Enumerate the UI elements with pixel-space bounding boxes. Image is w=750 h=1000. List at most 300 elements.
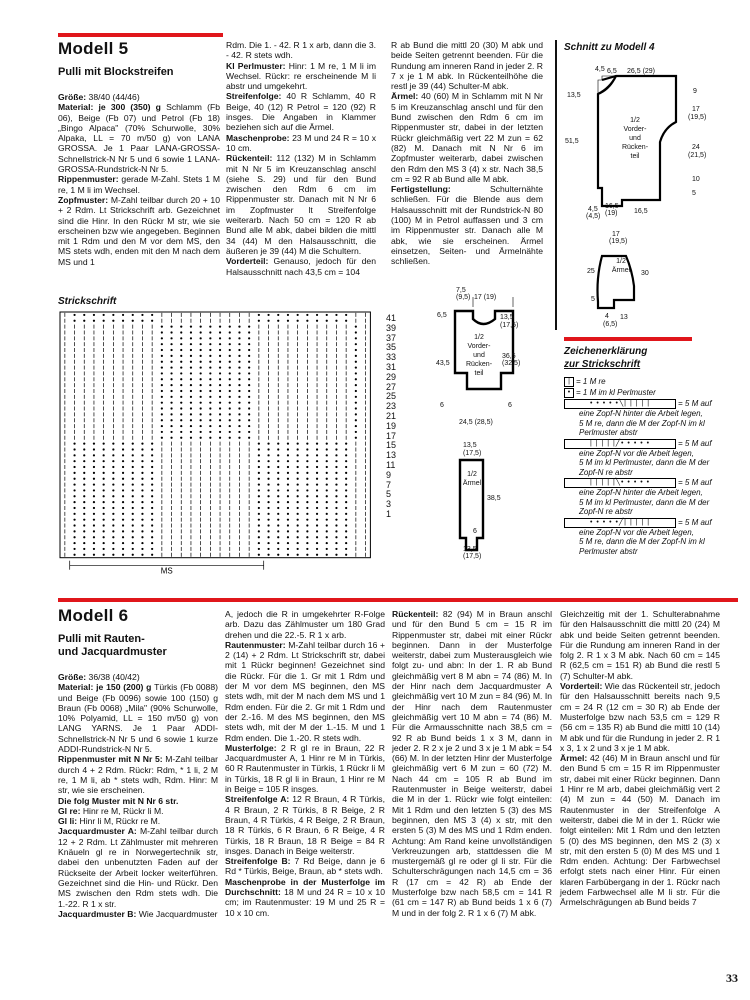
seed-stitch-mark [132,524,134,526]
seed-stitch-mark [141,495,143,497]
seed-stitch-mark [209,419,211,421]
seed-stitch-mark [170,431,172,433]
seed-stitch-mark [190,326,192,328]
seed-stitch-mark [170,390,172,392]
seed-stitch-mark [335,466,337,468]
seed-stitch-mark [248,413,250,415]
seed-stitch-mark [297,513,299,515]
sleeve4-label-2: (19,5) [609,238,628,245]
seed-stitch-mark [180,378,182,380]
seed-stitch-mark [355,378,357,380]
seed-stitch-mark [83,320,85,322]
seed-stitch-mark [287,507,289,509]
seed-stitch-mark [122,466,124,468]
seed-stitch-mark [112,460,114,462]
seed-stitch-mark [180,407,182,409]
seed-stitch-mark [180,413,182,415]
seed-stitch-mark [287,542,289,544]
seed-stitch-mark [103,478,105,480]
seed-stitch-mark [258,320,260,322]
seed-stitch-mark [355,337,357,339]
legend-seed-text: = 1 M im kl Perlmuster [576,388,656,398]
seed-stitch-mark [258,507,260,509]
seed-stitch-mark [287,454,289,456]
seed-stitch-mark [161,366,163,368]
seed-stitch-mark [73,466,75,468]
seed-stitch-mark [161,349,163,351]
seed-stitch-mark [297,548,299,550]
seed-stitch-mark [93,524,95,526]
seed-stitch-mark [200,431,202,433]
front-label-3: 26,5 (29) [627,68,656,75]
seed-stitch-mark [306,454,308,456]
seed-stitch-mark [277,542,279,544]
front-label-15: 16,5 [605,203,619,210]
seed-stitch-mark [267,454,269,456]
seed-stitch-mark [200,366,202,368]
seed-stitch-mark [326,489,328,491]
row-number: 35 [386,342,397,353]
strickschrift-title: Strickschrift [58,296,117,307]
seed-stitch-mark [93,320,95,322]
seed-stitch-mark [287,501,289,503]
seed-stitch-mark [161,384,163,386]
seed-stitch-mark [161,437,163,439]
row-number: 17 [386,430,397,441]
seed-stitch-mark [355,407,357,409]
seed-stitch-mark [219,390,221,392]
seed-stitch-mark [306,513,308,515]
seed-stitch-mark [238,378,240,380]
seed-stitch-mark [73,448,75,450]
paragraph-heading: Größe: [58,92,87,102]
seed-stitch-mark [112,454,114,456]
front-label-16: (19) [605,210,618,217]
sleeve4-label-7: (6,5) [603,321,618,328]
seed-stitch-mark [161,372,163,374]
seed-stitch-mark [326,483,328,485]
seed-stitch-mark [316,483,318,485]
seed-stitch-mark [180,349,182,351]
seed-stitch-mark [200,337,202,339]
seed-stitch-mark [103,483,105,485]
seed-stitch-mark [238,355,240,357]
paragraph [58,102,220,174]
seed-stitch-mark [267,530,269,532]
seed-stitch-mark [190,361,192,363]
seed-stitch-mark [141,507,143,509]
seed-stitch-mark [103,548,105,550]
paragraph [58,682,218,754]
seed-stitch-mark [238,425,240,427]
seed-stitch-mark [267,495,269,497]
seed-stitch-mark [316,466,318,468]
seed-stitch-mark [112,530,114,532]
seed-stitch-mark [326,554,328,556]
seed-stitch-mark [112,507,114,509]
seed-stitch-mark [103,519,105,521]
seed-stitch-mark [151,448,153,450]
seed-stitch-mark [355,425,357,427]
seed-stitch-mark [190,419,192,421]
paragraph-heading: Rautenmuster: [225,639,286,650]
seed-stitch-mark [355,331,357,333]
paragraph-text: 38/40 (44/46) [86,92,140,102]
seed-stitch-mark [122,483,124,485]
seed-stitch-mark [209,407,211,409]
legend-e1-line2: eine Zopf-N hinter die Arbeit legen, [579,409,703,418]
seed-stitch-mark [297,507,299,509]
seed-stitch-mark [141,466,143,468]
seed-stitch-mark [190,390,192,392]
seed-stitch-mark [258,314,260,316]
seed-stitch-mark [316,472,318,474]
seed-stitch-mark [209,425,211,427]
seed-stitch-mark [345,320,347,322]
legend-e4-line1: = 5 M auf [678,517,712,527]
seed-stitch-mark [297,483,299,485]
seed-stitch-mark [229,343,231,345]
seed-stitch-mark [83,530,85,532]
seed-stitch-mark [161,413,163,415]
seed-stitch-mark [141,501,143,503]
seed-stitch-mark [161,378,163,380]
piece-label-line: Vorder- [623,126,647,133]
paragraph [225,877,385,918]
seed-stitch-mark [93,443,95,445]
seed-stitch-mark [122,501,124,503]
seed-stitch-mark [287,460,289,462]
seed-stitch-mark [267,507,269,509]
sleeve5-label-6: (17,5) [463,553,482,560]
front-label-7: (19,5) [688,114,707,121]
seed-stitch-mark [180,431,182,433]
seed-stitch-mark [258,460,260,462]
seed-stitch-mark [229,366,231,368]
seed-stitch-mark [103,454,105,456]
seed-stitch-mark [345,513,347,515]
seed-stitch-mark [93,466,95,468]
seed-stitch-mark [112,513,114,515]
body5-label-5: 13,5 [500,314,514,321]
seed-stitch-mark [170,366,172,368]
seed-stitch-mark [277,524,279,526]
seed-stitch-mark [258,495,260,497]
seed-stitch-mark [103,495,105,497]
seed-stitch-mark [258,501,260,503]
seed-stitch-mark [132,460,134,462]
seed-stitch-mark [180,361,182,363]
seed-stitch-mark [306,489,308,491]
seed-stitch-mark [345,548,347,550]
seed-stitch-mark [73,542,75,544]
seed-stitch-mark [180,331,182,333]
seed-stitch-mark [209,366,211,368]
seed-stitch-mark [161,396,163,398]
seed-stitch-mark [326,448,328,450]
seed-stitch-mark [326,524,328,526]
body5-label-3: 17 (19) [474,294,497,301]
paragraph [58,909,218,919]
seed-stitch-mark [132,501,134,503]
seed-stitch-mark [170,355,172,357]
paragraph [58,816,218,826]
paragraph [226,61,376,92]
seed-stitch-mark [209,396,211,398]
seed-stitch-mark [170,402,172,404]
seed-stitch-mark [287,483,289,485]
seed-stitch-mark [326,454,328,456]
seed-stitch-mark [277,507,279,509]
paragraph-text: 23 M und 24 R = 10 x 10 cm. [226,132,376,153]
seed-stitch-mark [151,524,153,526]
seed-stitch-mark [73,472,75,474]
seed-stitch-mark [122,454,124,456]
paragraph-text: 2 R gl re in Braun, 22 R Jacquardmuster A, 1 Hinr re M in Türkis, 60 R Rautenmuster in Türkis, 1 Rückr li M in Türkis, 18 R gl li in Braun, 1 Hinr re M in Beige = 105 R insges. [225,742,385,795]
row-number: 25 [386,391,397,402]
seed-stitch-mark [306,466,308,468]
seed-stitch-mark [141,536,143,538]
front-label-1: 4,5 [595,66,605,73]
seed-stitch-mark [248,390,250,392]
seed-stitch-mark [277,314,279,316]
seed-stitch-mark [141,519,143,521]
seed-stitch-mark [297,320,299,322]
seed-stitch-mark [122,507,124,509]
seed-stitch-mark [335,472,337,474]
seed-stitch-mark [219,431,221,433]
seed-stitch-mark [229,413,231,415]
sleeve5-piece-label [462,470,482,488]
body5-label-2: (9,5) [456,294,471,301]
seed-stitch-mark [316,448,318,450]
seed-stitch-mark [141,320,143,322]
seed-stitch-mark [326,513,328,515]
seed-stitch-mark [219,437,221,439]
seed-stitch-mark [180,343,182,345]
seed-stitch-mark [161,361,163,363]
paragraph-text: Wie Jacquardmuster [136,908,218,919]
seed-stitch-mark [306,483,308,485]
seed-stitch-mark [267,466,269,468]
sleeve5-label-1: 13,5 [463,442,477,449]
legend-e3-line1: = 5 M auf [678,478,712,488]
modell6-subtitle-2: und Jacquardmuster [58,646,167,658]
front-label-6: 17 [692,106,700,113]
seed-stitch-mark [335,507,337,509]
paragraph [560,681,720,753]
seed-stitch-mark [200,402,202,404]
piece-label-line: Rücken- [621,144,649,151]
paragraph [226,133,376,154]
front-label-10: (21,5) [688,152,707,159]
sleeve4-label-8: 13 [620,314,628,321]
seed-stitch-mark [141,460,143,462]
paragraph-heading: Vorderteil: [560,681,603,692]
piece-label-line: teil [474,370,484,377]
seed-stitch-mark [238,407,240,409]
seed-stitch-mark [190,355,192,357]
seed-stitch-mark [248,425,250,427]
seed-stitch-mark [200,396,202,398]
seed-stitch-mark [132,548,134,550]
seed-stitch-mark [151,554,153,556]
row-number: 21 [386,410,397,421]
seed-stitch-mark [355,343,357,345]
seed-stitch-mark [355,390,357,392]
paragraph-heading: Gl li: [58,816,78,827]
seed-stitch-mark [248,396,250,398]
paragraph-text: R ab Bund die mittl 20 (30) M abk und beide Seiten getrennt beenden. Für die Rundung am inneren Rand in jeder 2. R 7 x je 1 M abk. In Rückenteilhöhe die restl je 39 (44) Schulter-M abk. [391,40,543,92]
seed-stitch-mark [151,443,153,445]
seed-stitch-mark [297,454,299,456]
seed-stitch-mark [151,501,153,503]
seed-stitch-mark [238,396,240,398]
seed-stitch-mark [200,419,202,421]
front-label-14: (4,5) [586,213,601,220]
paragraph [392,609,552,918]
seed-stitch-mark [122,472,124,474]
row-number: 3 [386,499,392,510]
seed-stitch-mark [277,548,279,550]
seed-stitch-mark [277,472,279,474]
seed-stitch-mark [238,349,240,351]
seed-stitch-mark [248,372,250,374]
paragraph-heading: Gl re: [58,805,81,816]
seed-stitch-mark [258,519,260,521]
chart-row-numbers [386,314,396,520]
seed-stitch-mark [93,530,95,532]
diagram-modell4-title: Schnitt zu Modell 4 [564,42,655,53]
seed-stitch-mark [316,501,318,503]
seed-stitch-mark [316,554,318,556]
seed-stitch-mark [238,413,240,415]
seed-stitch-mark [209,355,211,357]
seed-stitch-mark [248,326,250,328]
seed-stitch-mark [238,372,240,374]
seed-stitch-mark [200,425,202,427]
seed-stitch-mark [219,425,221,427]
body5-piece-label [459,333,499,378]
seed-stitch-mark [170,407,172,409]
seed-stitch-mark [122,448,124,450]
seed-stitch-mark [209,390,211,392]
paragraph-heading: Rippenmuster mit N Nr 5: [58,754,163,765]
row-number: 29 [386,371,397,382]
legend-e3-line4: Zopf-N re abstr [579,507,633,516]
seed-stitch-mark [151,454,153,456]
seed-stitch-mark [267,536,269,538]
paragraph-text: Hinr re M, Rückr li M. [80,805,164,816]
seed-stitch-mark [355,396,357,398]
sleeve4-label-5: 5 [591,296,595,303]
seed-stitch-mark [277,519,279,521]
paragraph [226,153,376,256]
row-number: 27 [386,381,397,392]
seed-stitch-mark [161,355,163,357]
seed-stitch-mark [151,513,153,515]
seed-stitch-mark [112,489,114,491]
seed-stitch-mark [200,361,202,363]
sleeve5-label-5: 13,5 [463,546,477,553]
seed-stitch-mark [93,548,95,550]
seed-stitch-mark [151,542,153,544]
seed-stitch-mark [258,548,260,550]
seed-stitch-mark [229,431,231,433]
seed-stitch-mark [180,437,182,439]
seed-stitch-mark [103,314,105,316]
seed-stitch-mark [306,542,308,544]
seed-stitch-mark [229,425,231,427]
seed-stitch-mark [277,443,279,445]
seed-stitch-mark [93,536,95,538]
seed-stitch-mark [219,326,221,328]
modell5-column-2 [226,40,376,277]
paragraph-heading: Rückenteil: [226,153,273,164]
seed-stitch-mark [248,349,250,351]
seed-stitch-mark [258,448,260,450]
seed-stitch-mark [122,513,124,515]
row-number: 41 [386,313,397,323]
seed-stitch-mark [297,478,299,480]
seed-stitch-mark [277,554,279,556]
paragraph [225,856,385,877]
seed-stitch-mark [170,372,172,374]
seed-stitch-mark [248,407,250,409]
seed-stitch-mark [141,489,143,491]
seed-stitch-mark [170,326,172,328]
seed-stitch-mark [316,548,318,550]
seed-stitch-mark [83,466,85,468]
piece-label-line: und [629,135,641,142]
seed-stitch-mark [209,349,211,351]
seed-stitch-mark [219,361,221,363]
seed-stitch-mark [355,413,357,415]
paragraph [58,826,218,908]
seed-stitch-mark [219,349,221,351]
seed-stitch-mark [287,519,289,521]
seed-stitch-mark [219,419,221,421]
piece-label-line: Rücken- [465,361,493,368]
seed-stitch-mark [316,513,318,515]
piece-label-line: 1/2 [616,258,626,265]
seed-stitch-mark [161,407,163,409]
row-number: 23 [386,401,397,412]
seed-stitch-mark [122,320,124,322]
seed-stitch-mark [306,320,308,322]
seed-stitch-mark [122,554,124,556]
seed-stitch-mark [316,320,318,322]
seed-stitch-mark [209,437,211,439]
paragraph-text: 82 (94) M in Braun anschl und für den Bund 5 cm = 15 R im Rippenmuster str, dabei mit einer Rückr beginnen. Dann in der Musterfolge weiterstr, dabei zum Musterausgleich wie folgt zu- und abn: In der 1. R ab Bund gleichmäßig vert 8 M abn = 74 (86) M. In der Hinr nach dem Jacquardmuster A gleichmäßig vert 10 M zun = 84 (96) M. In der Hinr nach dem Rautenmuster gleichmäßig vert 10 M abn = 74 (86) M. Für die Armausschnitte nach 38,5 cm = 92 R ab Bund beids 1 x 3 M, dann in jeder 2. R 2 x je 2 und 3 x je 1 M abk = 54 (66) M. In der letzten Hinr der Musterfolge gleichmäßig vert 6 M zun = 60 (72) M. Nach 44 cm = 105 R ab Bund im Rautenmuster in Beige weiterstr, dabei die M in der 1. Rückr wie folgt einteilen: Mit 1 Rdm und den letzten 5 (3) des MS beginnen, den MS 3 (4) x str, mit den ersten 5 (3) M des MS und 1 Rdm enden. Achtung: Am Rand keine unvollständigen Verkreuzungen arb, stattdessen die M mustergemäß gl re oder gl li str. Für die Schulterschrägungen nach 14,5 cm = 36 R (17 cm = 42 R) ab Ende der Musterfolge bzw nach 58,5 cm = 141 R (61 cm = 147 R) ab Bund beids 1 x 6 (7) M und in der folg 2. R 1 x 6 (7) M abk. [392,609,552,918]
seed-stitch-mark [122,548,124,550]
seed-stitch-mark [112,314,114,316]
paragraph-text: 112 (132) M in Schlamm mit N Nr 5 im Kreuzanschlag anschl (siehe S. 29) und für den Bund zwischen den Rdm 6 cm im Rippenmuster str. Danach mit N Nr 6 im Zopfmuster lt Streifenfolge weiterarb. Nach 50 cm = 120 R ab Bund alle M abk, dabei bilden die mittl 34 (44) M den Halsausschnitt, die äußeren je 39 (44) M die Schultern. [226,153,376,256]
seed-stitch-mark [141,483,143,485]
seed-stitch-mark [258,478,260,480]
seed-stitch-mark [277,454,279,456]
seed-stitch-mark [238,390,240,392]
seed-stitch-mark [316,536,318,538]
seed-stitch-mark [132,478,134,480]
seed-stitch-mark [93,519,95,521]
seed-stitch-mark [132,472,134,474]
seed-stitch-mark [93,489,95,491]
seed-stitch-mark [103,466,105,468]
seed-stitch-mark [316,530,318,532]
seed-stitch-mark [180,372,182,374]
seed-stitch-mark [287,448,289,450]
